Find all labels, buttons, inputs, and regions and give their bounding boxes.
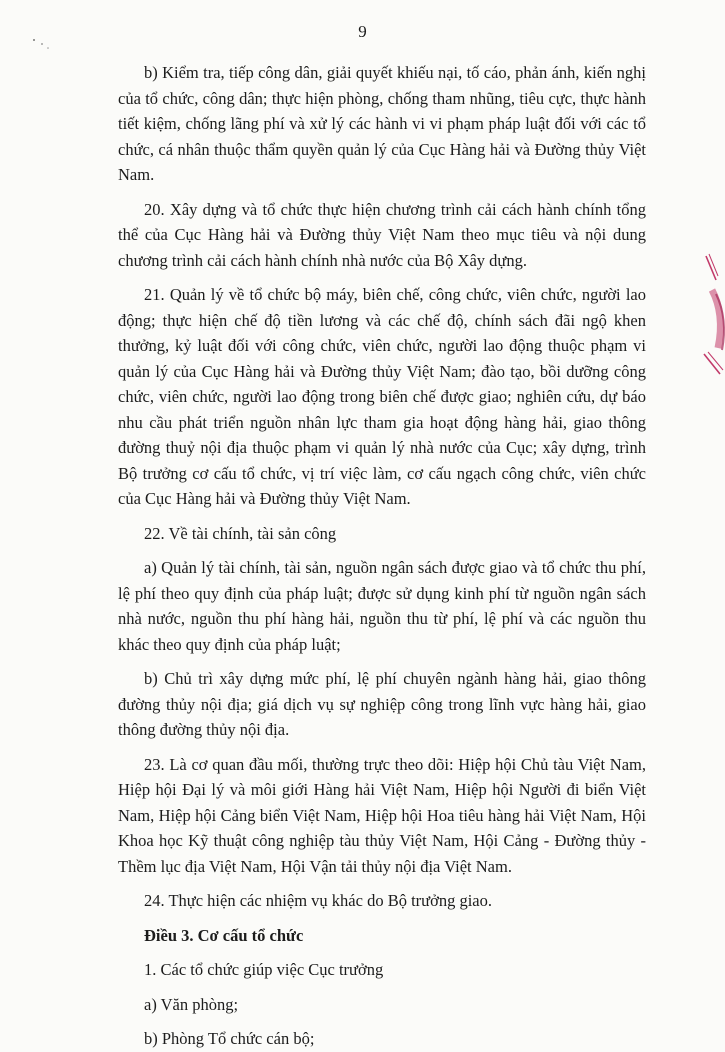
- paragraph-24: 24. Thực hiện các nhiệm vụ khác do Bộ trưởng giao.: [144, 891, 492, 910]
- article-3-item-1b: b) Phòng Tổ chức cán bộ;: [144, 1029, 315, 1048]
- paragraph-23: 23. Là cơ quan đầu mối, thường trực theo dõi: Hiệp hội Chủ tàu Việt Nam, Hiệp hội Đại lý và môi giới Hàng hải Việt Nam, Hiệp hội Người đi biển Việt Nam, Hiệp hội Cảng biển Việt Nam, Hiệp hội Hoa tiêu hàng hải Việt Nam, Hội Khoa học Kỹ thuật công nghiệp tàu thủy Việt Nam, Hội Cảng - Đường thủy - Thềm lục địa Việt Nam, Hội Vận tải thủy nội địa Việt Nam.: [118, 754, 646, 876]
- paragraph-21: 21. Quản lý về tổ chức bộ máy, biên chế, công chức, viên chức, người lao động; thực hiện chế độ tiền lương và các chế độ, chính sách đãi ngộ khen thưởng, kỷ luật đối với công chức, viên chức, người lao động thuộc phạm vi quản lý của Cục Hàng hải và Đường thủy Việt Nam; đào tạo, bồi dưỡng công chức, viên chức, người lao động trong biên chế được giao; nghiên cứu, dự báo nhu cầu phát triển nguồn nhân lực tham gia hoạt động hàng hải, giao thông đường thuỷ nội địa thuộc phạm vi quản lý nhà nước của Cục; xây dựng, trình Bộ trưởng cơ cấu tổ chức, vị trí việc làm, cơ cấu ngạch công chức, viên chức của Cục Hàng hải và Đường thủy Việt Nam.: [118, 285, 646, 508]
- page-number: 9: [358, 22, 367, 41]
- paragraph-20: 20. Xây dựng và tổ chức thực hiện chương trình cải cách hành chính tổng thể của Cục Hàng hải và Đường thủy Việt Nam theo mục tiêu và nội dung chương trình cải cách hành chính nhà nước của Bộ Xây dựng.: [118, 199, 646, 270]
- paragraph-22a: a) Quản lý tài chính, tài sản, nguồn ngân sách được giao và tổ chức thu phí, lệ phí theo quy định của pháp luật; được sử dụng kinh phí từ nguồn ngân sách nhà nước, nguồn thu phí hàng hải, nguồn thu từ phí, lệ phí và các nguồn thu khác theo quy định của pháp luật;: [118, 558, 646, 654]
- document-body: [118, 60, 646, 1052]
- paragraph-22b: b) Chủ trì xây dựng mức phí, lệ phí chuyên ngành hàng hải, giao thông đường thủy nội địa; giá dịch vụ sự nghiệp công trong lĩnh vực hàng hải, giao thông đường thủy nội địa.: [118, 669, 646, 739]
- article-3-item-1: 1. Các tổ chức giúp việc Cục trưởng: [144, 960, 384, 979]
- paragraph-19b: b) Kiểm tra, tiếp công dân, giải quyết khiếu nại, tố cáo, phản ánh, kiến nghị của tổ chức, công dân; thực hiện phòng, chống tham nhũng, tiêu cực, thực hành tiết kiệm, chống lãng phí và xử lý các hành vi vi phạm pháp luật đối với các tổ chức, cá nhân thuộc thẩm quyền quản lý của Cục Hàng hải và Đường thủy Việt Nam.: [118, 63, 646, 184]
- article-3-heading: Điều 3. Cơ cấu tổ chức: [144, 925, 304, 945]
- paragraph-22: 22. Về tài chính, tài sản công: [144, 523, 337, 543]
- article-3-item-1a: a) Văn phòng;: [144, 994, 239, 1014]
- seal-fragment-mark: [698, 250, 725, 390]
